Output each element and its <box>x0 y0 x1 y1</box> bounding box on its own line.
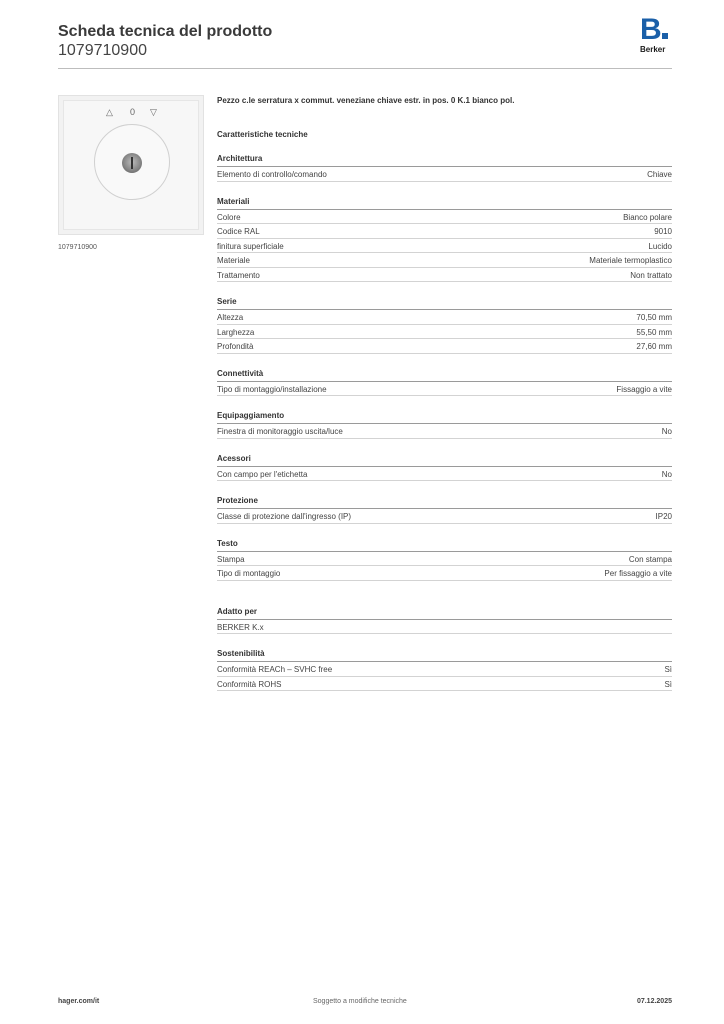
spec-row <box>217 677 672 692</box>
logo-text: Berker <box>640 45 666 54</box>
spec-row <box>217 210 672 225</box>
spec-label: Codice RAL <box>217 227 260 236</box>
spec-row <box>217 268 672 283</box>
spec-label: Tipo di montaggio/installazione <box>217 384 327 394</box>
spec-label: Tipo di montaggio <box>217 569 281 578</box>
spec-subheading: Caratteristiche tecniche <box>217 130 308 139</box>
spec-row <box>217 620 672 635</box>
spec-row <box>217 382 672 397</box>
footer-date: 07.12.2025 <box>636 998 672 1005</box>
logo-mark: B <box>640 16 674 44</box>
spec-section <box>217 496 672 524</box>
spec-section <box>217 539 672 581</box>
lock-rosette <box>94 124 170 200</box>
spec-row <box>217 253 672 268</box>
spec-sections <box>217 154 672 691</box>
product-code: 1079710900 <box>58 42 147 59</box>
key-cylinder-icon <box>122 153 142 173</box>
spec-row <box>217 310 672 325</box>
spec-row <box>217 325 672 340</box>
section-title: Serie <box>217 297 672 310</box>
spec-row <box>217 239 672 254</box>
spec-value: Con stampa <box>628 554 672 564</box>
spec-row <box>217 167 672 182</box>
spec-section <box>217 649 672 691</box>
page-title: Scheda tecnica del prodotto <box>58 23 273 40</box>
spec-label: Elemento di controllo/comando <box>217 170 327 179</box>
product-description: Pezzo c.le serratura x commut. veneziane chiave estr. in pos. 0 K.1 bianco pol. <box>217 96 515 105</box>
spec-value: 27,60 mm <box>636 342 672 351</box>
zero-position-icon: 0 <box>130 107 136 117</box>
spec-label: Colore <box>217 212 241 222</box>
spec-label: Trattamento <box>217 270 260 280</box>
spec-label: Conformità REACh – SVHC free <box>217 665 333 674</box>
spec-value: Chiave <box>647 170 672 179</box>
spec-section <box>217 411 672 439</box>
up-arrow-icon: △ <box>106 107 113 117</box>
spec-section <box>217 297 672 354</box>
spec-value: Lucido <box>648 241 672 251</box>
section-title: Testo <box>217 539 672 552</box>
spec-row <box>217 509 672 524</box>
section-title: Adatto per <box>217 607 672 620</box>
spec-section <box>217 154 672 182</box>
section-title: Protezione <box>217 496 672 509</box>
spec-value: Per fissaggio a vite <box>604 569 672 578</box>
spec-content <box>217 95 672 691</box>
spec-row <box>217 662 672 677</box>
spec-row <box>217 552 672 567</box>
product-plate <box>63 100 199 230</box>
spec-label: Materiale <box>217 256 250 265</box>
spec-label: Classe di protezione dall'ingresso (IP) <box>217 512 352 521</box>
spec-label: Larghezza <box>217 327 255 337</box>
spec-label: Altezza <box>217 313 244 322</box>
spec-row <box>217 339 672 354</box>
spec-value: 70,50 mm <box>636 313 672 322</box>
image-caption: 1079710900 <box>58 244 97 251</box>
section-title: Equipaggiamento <box>217 411 672 424</box>
spec-label: Profondità <box>217 342 254 351</box>
spec-row <box>217 566 672 581</box>
spec-value: No <box>661 469 672 479</box>
page-header <box>58 22 672 70</box>
berker-logo <box>640 13 674 56</box>
spec-value: Materiale termoplastico <box>589 256 672 265</box>
spec-row <box>217 224 672 239</box>
section-title: Materiali <box>217 197 672 210</box>
spec-value: 55,50 mm <box>636 327 672 337</box>
spec-label: Finestra di monitoraggio uscita/luce <box>217 427 343 436</box>
spec-value: Bianco polare <box>623 212 672 222</box>
spec-value: No <box>661 427 672 436</box>
header-divider <box>58 68 672 69</box>
spec-section <box>217 454 672 482</box>
spec-label: Conformità ROHS <box>217 679 282 689</box>
spec-value: Sì <box>664 665 672 674</box>
spec-value: Sì <box>664 679 672 689</box>
spec-section <box>217 607 672 635</box>
spec-value: 9010 <box>654 227 672 236</box>
spec-value: IP20 <box>655 512 672 521</box>
spec-section <box>217 197 672 283</box>
spec-row <box>217 467 672 482</box>
spec-value: Non trattato <box>630 270 672 280</box>
spec-label: BERKER K.x <box>217 622 264 632</box>
spec-section <box>217 369 672 397</box>
footer-website: hager.com/it <box>58 998 100 1005</box>
down-arrow-icon: ▽ <box>150 107 157 117</box>
product-image <box>58 95 204 235</box>
spec-label: finitura superficiale <box>217 241 284 251</box>
footer-note: Soggetto a modifiche tecniche <box>313 998 407 1005</box>
section-title: Acessori <box>217 454 672 467</box>
section-title: Connettività <box>217 369 672 382</box>
spec-value: Fissaggio a vite <box>616 384 672 394</box>
spec-label: Stampa <box>217 554 245 564</box>
section-title: Sostenibilità <box>217 649 672 662</box>
spec-row <box>217 424 672 439</box>
spec-label: Con campo per l'etichetta <box>217 469 308 479</box>
section-title: Architettura <box>217 154 672 167</box>
